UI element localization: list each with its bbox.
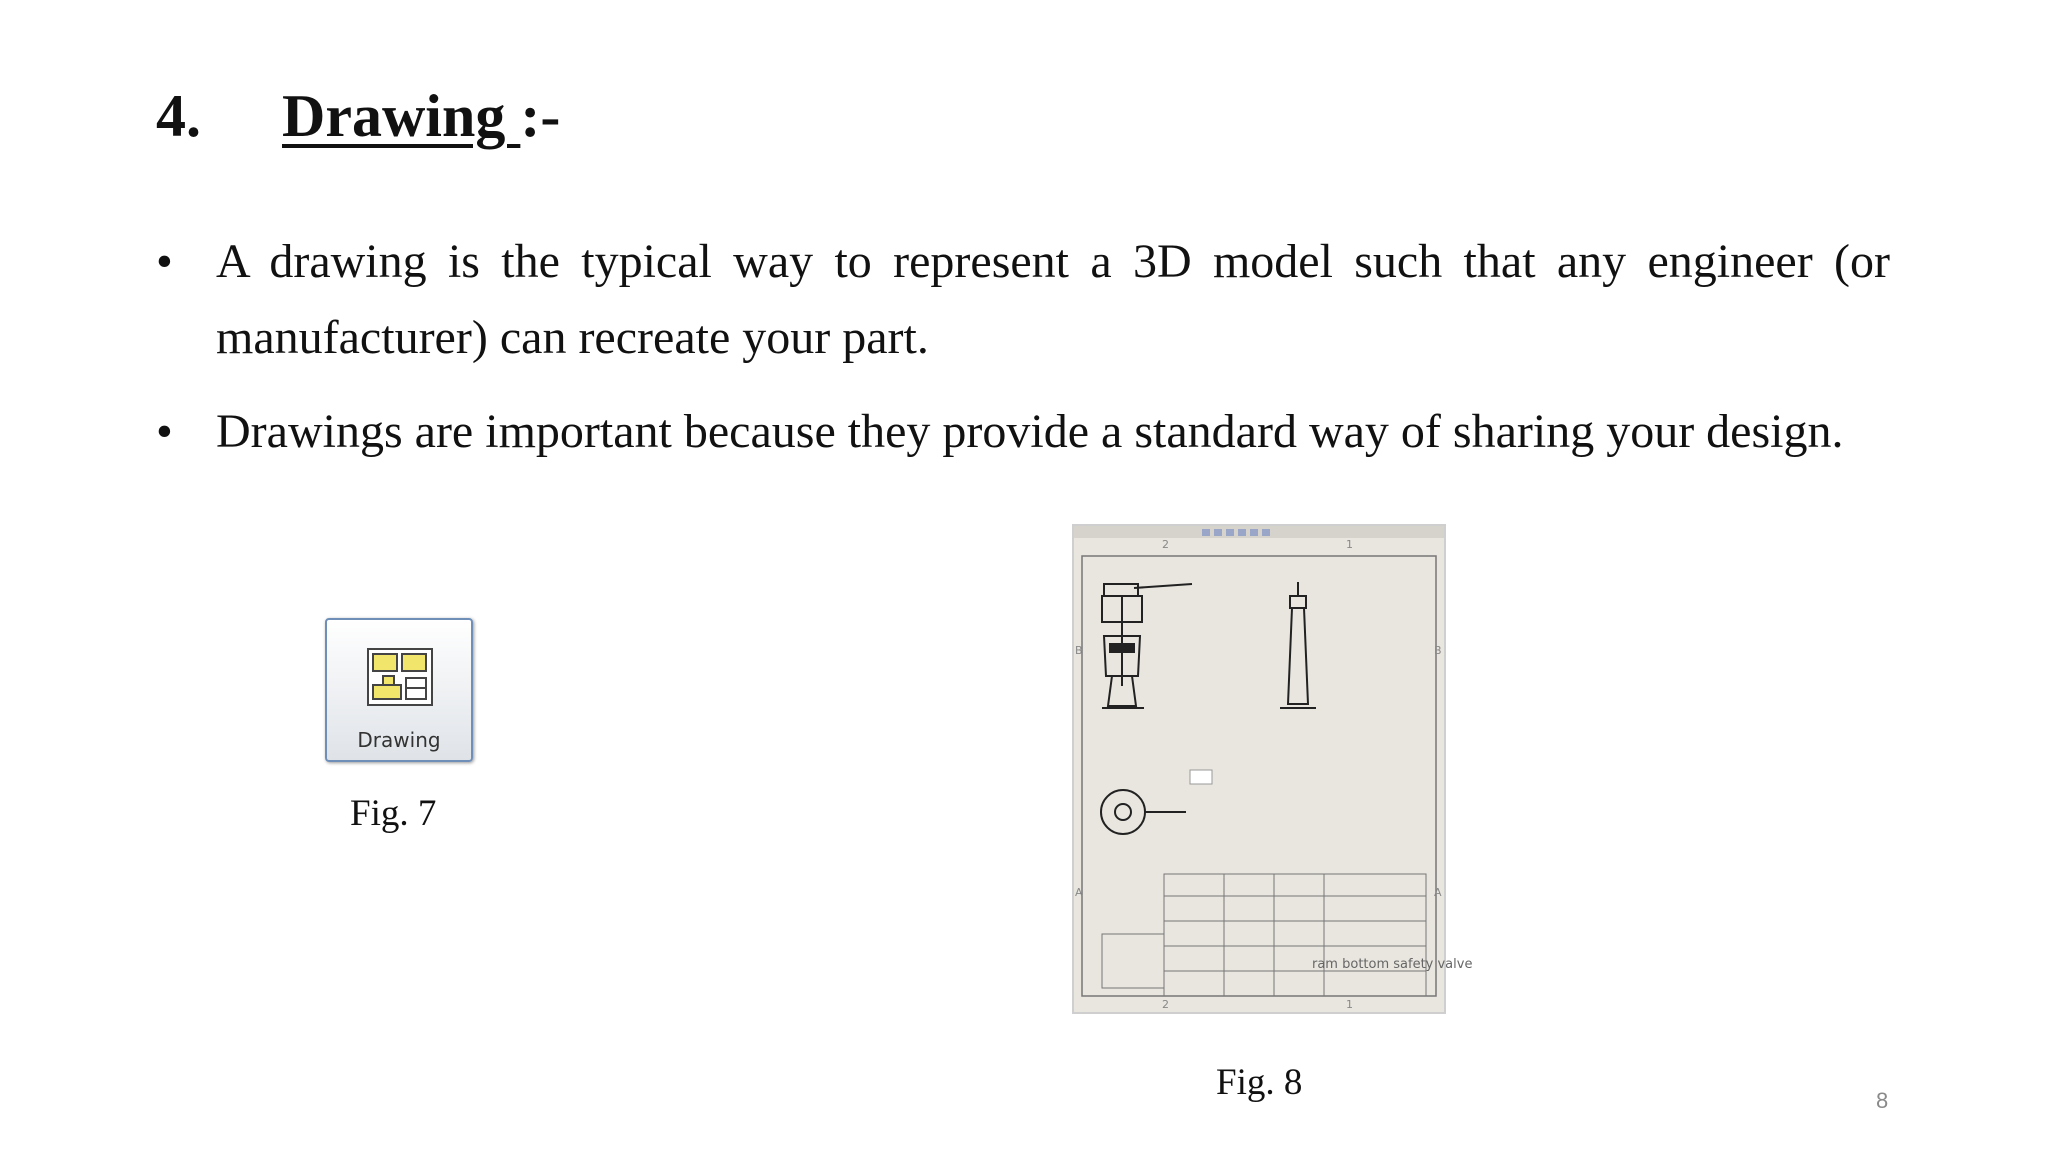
slide-title	[156, 83, 561, 149]
svg-text:1: 1	[1346, 998, 1353, 1011]
svg-text:B: B	[1075, 644, 1083, 657]
svg-text:2: 2	[1162, 538, 1169, 551]
bullet-item	[156, 224, 1890, 376]
svg-text:A: A	[1075, 886, 1083, 899]
title-suffix: :-	[520, 83, 561, 149]
title-block-text: ram bottom safety valve	[1312, 957, 1473, 972]
bullet-item	[156, 394, 1890, 470]
svg-text:A: A	[1434, 886, 1442, 899]
engineering-drawing	[1074, 526, 1473, 1012]
bullet-marker: •	[156, 405, 173, 458]
title-text: Drawing	[282, 83, 521, 149]
svg-text:2: 2	[1162, 998, 1169, 1011]
bullet-marker: •	[156, 235, 173, 288]
figure-caption: Fig. 7	[350, 793, 437, 834]
page-number: 8	[1876, 1088, 1889, 1113]
svg-text:B: B	[1434, 644, 1442, 657]
drawing-sheet-image	[1072, 524, 1473, 1014]
drawing-icon	[367, 648, 433, 706]
bullet-text: Drawings are important because they provide a standard way of sharing your design.	[216, 405, 1844, 458]
section-number: 4.	[156, 83, 201, 149]
figure-caption: Fig. 8	[1216, 1062, 1303, 1103]
drawing-button-label: Drawing	[357, 728, 441, 752]
svg-text:1: 1	[1346, 538, 1353, 551]
bullet-text: A drawing is the typical way to represent a 3D model such that any engineer (or manufacturer) can recreate your part.	[216, 235, 1890, 364]
drawing-button[interactable]	[325, 618, 473, 762]
